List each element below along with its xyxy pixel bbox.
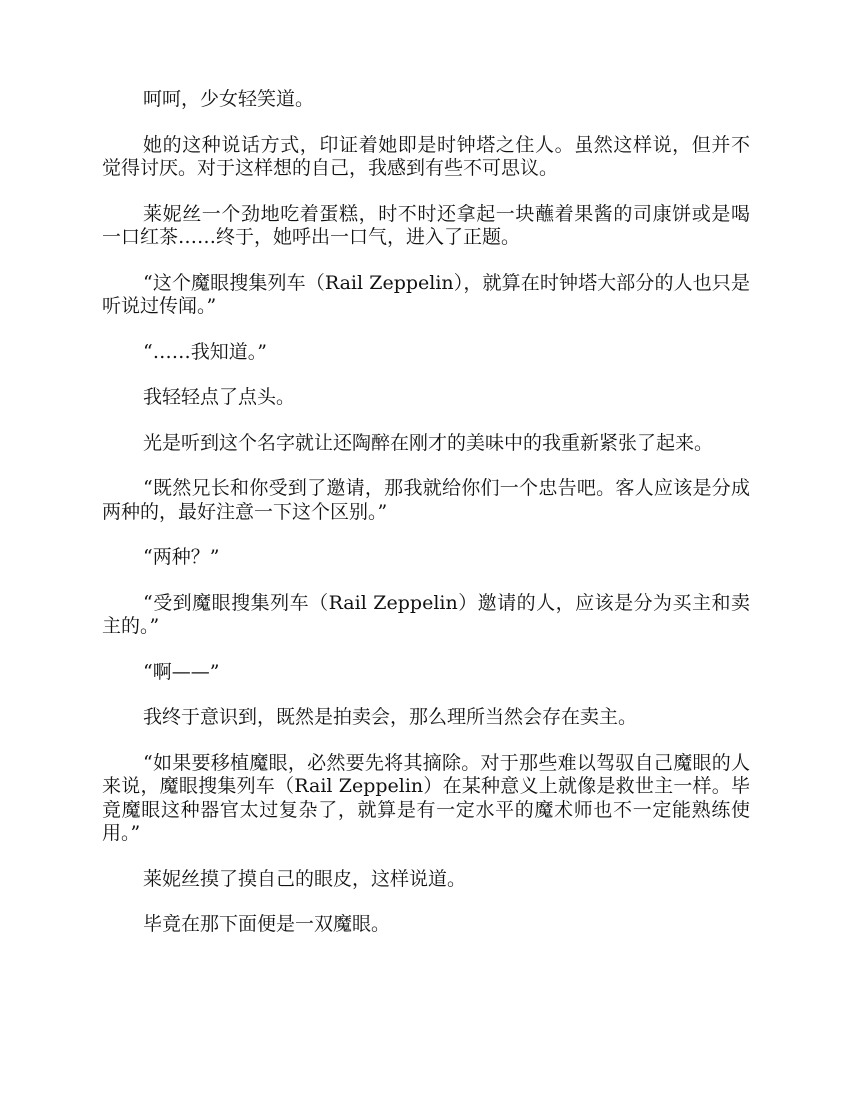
paragraph: 莱妮丝摸了摸自己的眼皮，这样说道。 bbox=[143, 867, 467, 890]
paragraph: 我轻轻点了点头。 bbox=[143, 386, 296, 408]
paragraph: 莱妮丝一个劲地吃着蛋糕，时不时还拿起一块蘸着果酱的司康饼或是喝一口红茶……终于，她呼出一口气，进入了正题。 bbox=[102, 202, 750, 248]
paragraph: “如果要移植魔眼，必然要先将其摘除。对于那些难以驾驭自己魔眼的人来说，魔眼搜集列车（Rail Zeppelin）在某种意义上就像是救世主一样。毕竟魔眼这种器官太过复杂了，就算是有一定水平的魔术师也不一定能熟练使用。” bbox=[102, 751, 750, 844]
paragraph: 毕竟在那下面便是一双魔眼。 bbox=[143, 913, 391, 935]
paragraph: 她的这种说话方式，印证着她即是时钟塔之住人。虽然这样说，但并不觉得讨厌。对于这样想的自己，我感到有些不可思议。 bbox=[102, 133, 750, 179]
paragraph: “受到魔眼搜集列车（Rail Zeppelin）邀请的人，应该是分为买主和卖主的。” bbox=[102, 591, 750, 637]
paragraph: “两种？” bbox=[143, 546, 220, 568]
paragraph: “这个魔眼搜集列车（Rail Zeppelin），就算在时钟塔大部分的人也只是听说过传闻。” bbox=[102, 271, 750, 317]
paragraph: 呵呵，少女轻笑道。 bbox=[143, 88, 315, 110]
paragraph: “……我知道。” bbox=[143, 340, 267, 363]
document-page bbox=[102, 88, 750, 959]
paragraph: “既然兄长和你受到了邀请，那我就给你们一个忠告吧。客人应该是分成两种的，最好注意一下这个区别。” bbox=[102, 477, 750, 523]
paragraph: 我终于意识到，既然是拍卖会，那么理所当然会存在卖主。 bbox=[143, 706, 638, 728]
paragraph: 光是听到这个名字就让还陶醉在刚才的美味中的我重新紧张了起来。 bbox=[143, 431, 714, 454]
paragraph: “啊——” bbox=[143, 660, 220, 683]
